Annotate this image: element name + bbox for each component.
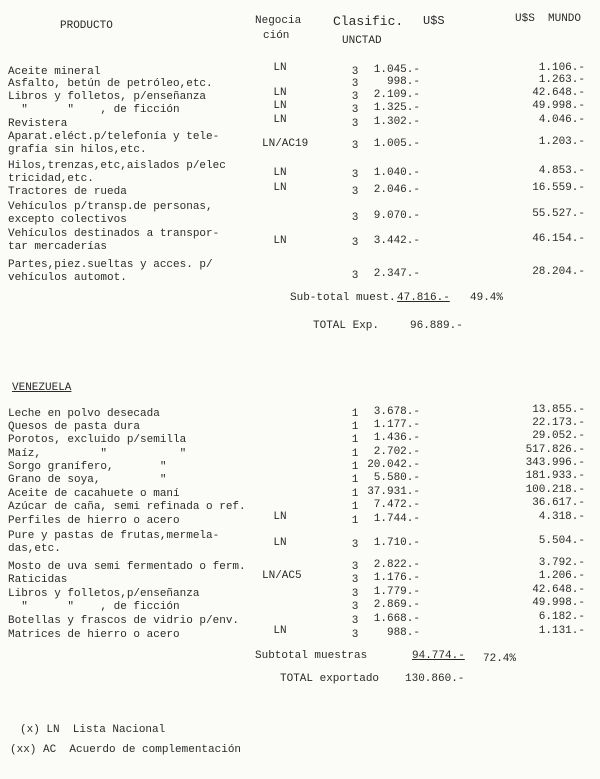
usd-value-cell: 1.177.- (373, 419, 420, 431)
usd-value-cell: 9.070.- (373, 210, 420, 222)
clasificacion-cell: 3 (351, 561, 359, 573)
clasificacion-cell: 3 (351, 78, 359, 90)
clasificacion-cell: 1 (351, 434, 359, 446)
usd-mundo-value-cell: 1.206.- (538, 570, 585, 582)
product-name-line: excepto colectivos (8, 214, 127, 226)
product-name-line: Vehículos destinados a transpor- (8, 228, 220, 240)
usd-value-cell: 1.744.- (373, 513, 420, 525)
usd-mundo-value-cell: 517.826.- (525, 444, 585, 456)
total-1-label: TOTAL Exp. (313, 320, 380, 332)
header-negociacion-2: ción (263, 30, 290, 42)
product-name-line: Porotos, excluido p/semilla (8, 434, 187, 446)
subtotal-1-value: 47.816.- (397, 292, 450, 304)
usd-value-cell: 1.710.- (373, 537, 420, 549)
usd-value-cell: 1.436.- (373, 432, 420, 444)
clasificacion-cell: 1 (351, 461, 359, 473)
product-name-line: Aceite de cacahuete o maní (8, 488, 180, 500)
subtotal-2-pct: 72.4% (483, 653, 517, 665)
header-usd: U$S (423, 14, 445, 28)
negociacion-cell: LN (273, 100, 287, 112)
product-name-line: Mosto de uva semi fermentado o ferm. (8, 561, 246, 573)
total-1-value: 96.889.- (410, 320, 463, 332)
product-name-line: " " , de ficción (8, 104, 180, 116)
usd-mundo-value-cell: 100.218.- (525, 484, 585, 496)
usd-value-cell: 1.040.- (373, 167, 420, 179)
product-name-line: Azúcar de caña, semi refinada o ref. (8, 501, 246, 513)
usd-mundo-value-cell: 3.792.- (538, 557, 585, 569)
product-name-line: Quesos de pasta dura (8, 421, 141, 433)
usd-value-cell: 2.046.- (373, 184, 420, 196)
usd-mundo-value-cell: 36.617.- (532, 497, 585, 509)
clasificacion-cell: 3 (351, 574, 359, 586)
clasificacion-cell: 1 (351, 515, 359, 527)
usd-mundo-value-cell: 42.648.- (532, 87, 585, 99)
negociacion-cell: LN (273, 235, 287, 247)
clasificacion-cell: 1 (351, 501, 359, 513)
usd-value-cell: 1.176.- (373, 572, 420, 584)
usd-value-cell: 2.822.- (373, 559, 420, 571)
subtotal-2-label: Subtotal muestras (255, 650, 368, 662)
product-name-line: vehículos automot. (8, 272, 127, 284)
clasificacion-cell: 1 (351, 474, 359, 486)
product-name-line: Vehículos p/transp.de personas, (8, 201, 213, 213)
clasificacion-cell: 3 (351, 104, 359, 116)
product-name-line: tricidad,etc. (8, 173, 94, 185)
usd-mundo-value-cell: 22.173.- (532, 417, 585, 429)
subtotal-1-pct: 49.4% (470, 292, 504, 304)
usd-value-cell: 5.580.- (373, 472, 420, 484)
clasificacion-cell: 3 (351, 66, 359, 78)
negociacion-cell: LN/AC19 (262, 138, 309, 150)
usd-mundo-value-cell: 55.527.- (532, 208, 585, 220)
total-2-label: TOTAL exportado (280, 673, 380, 685)
total-2-value: 130.860.- (405, 673, 465, 685)
usd-mundo-value-cell: 4.046.- (538, 114, 585, 126)
usd-mundo-value-cell: 1.203.- (538, 136, 585, 148)
subtotal-1-label: Sub-total muest. (290, 292, 396, 304)
subtotal-2-value: 94.774.- (412, 650, 465, 662)
usd-value-cell: 998.- (386, 76, 420, 88)
header-negociacion-1: Negocia (255, 15, 302, 27)
usd-mundo-value-cell: 1.263.- (538, 74, 585, 86)
product-name-line: Raticidas (8, 574, 68, 586)
clasificacion-cell: 3 (351, 169, 359, 181)
usd-mundo-value-cell: 28.204.- (532, 266, 585, 278)
product-name-line: Asfalto, betún de petróleo,etc. (8, 78, 213, 90)
section-2-title: VENEZUELA (12, 382, 72, 394)
product-name-line: grafía sin hilos,etc. (8, 144, 147, 156)
negociacion-cell: LN (273, 62, 287, 74)
clasificacion-cell: 3 (351, 588, 359, 600)
usd-value-cell: 2.109.- (373, 89, 420, 101)
footnote-2: (xx) AC Acuerdo de complementación (10, 744, 242, 756)
usd-value-cell: 1.045.- (373, 64, 420, 76)
clasificacion-cell: 3 (351, 140, 359, 152)
clasificacion-cell: 3 (351, 270, 359, 282)
product-name-line: Aparat.eléct.p/telefonía y tele- (8, 131, 220, 143)
usd-mundo-value-cell: 46.154.- (532, 233, 585, 245)
product-name-line: Grano de soya, " (8, 474, 167, 486)
usd-mundo-value-cell: 16.559.- (532, 182, 585, 194)
product-name-line: Perfiles de hierro o acero (8, 515, 180, 527)
product-name-line: das,etc. (8, 543, 61, 555)
product-name-line: tar mercaderías (8, 241, 108, 253)
header-producto: PRODUCTO (60, 20, 113, 32)
product-name-line: Libros y folletos, p/enseñanza (8, 91, 207, 103)
negociacion-cell: LN/AC5 (262, 570, 302, 582)
usd-mundo-value-cell: 1.131.- (538, 625, 585, 637)
usd-mundo-value-cell: 29.052.- (532, 430, 585, 442)
clasificacion-cell: 3 (351, 118, 359, 130)
clasificacion-cell: 3 (351, 212, 359, 224)
usd-value-cell: 37.931.- (367, 486, 420, 498)
clasificacion-cell: 3 (351, 186, 359, 198)
usd-mundo-value-cell: 6.182.- (538, 611, 585, 623)
footnote-1: (x) LN Lista Nacional (20, 724, 166, 736)
product-name-line: Botellas y frascos de vidrio p/env. (8, 615, 240, 627)
clasificacion-cell: 3 (351, 601, 359, 613)
product-name-line: Revistera (8, 118, 68, 130)
usd-value-cell: 1.005.- (373, 138, 420, 150)
clasificacion-cell: 3 (351, 539, 359, 551)
usd-value-cell: 1.302.- (373, 116, 420, 128)
usd-value-cell: 1.325.- (373, 102, 420, 114)
product-name-line: Sorgo granífero, " (8, 461, 167, 473)
product-name-line: Partes,piez.sueltas y acces. p/ (8, 259, 213, 271)
negociacion-cell: LN (273, 511, 287, 523)
product-name-line: Libros y folletos,p/enseñanza (8, 588, 200, 600)
clasificacion-cell: 3 (351, 629, 359, 641)
usd-value-cell: 7.472.- (373, 499, 420, 511)
header-clasif-2: UNCTAD (342, 35, 382, 47)
usd-value-cell: 2.347.- (373, 268, 420, 280)
clasificacion-cell: 1 (351, 448, 359, 460)
product-name-line: Matrices de hierro o acero (8, 629, 180, 641)
header-clasif-1: Clasific. (333, 14, 404, 29)
product-name-line: Leche en polvo desecada (8, 408, 160, 420)
product-name-line: " " , de ficción (8, 601, 180, 613)
usd-mundo-value-cell: 5.504.- (538, 535, 585, 547)
usd-value-cell: 988.- (386, 627, 420, 639)
clasificacion-cell: 1 (351, 421, 359, 433)
usd-mundo-value-cell: 42.648.- (532, 584, 585, 596)
usd-mundo-value-cell: 343.996.- (525, 457, 585, 469)
negociacion-cell: LN (273, 625, 287, 637)
negociacion-cell: LN (273, 167, 287, 179)
usd-value-cell: 1.668.- (373, 613, 420, 625)
usd-mundo-value-cell: 4.318.- (538, 511, 585, 523)
usd-value-cell: 3.442.- (373, 235, 420, 247)
negociacion-cell: LN (273, 537, 287, 549)
negociacion-cell: LN (273, 87, 287, 99)
usd-mundo-value-cell: 49.998.- (532, 100, 585, 112)
usd-value-cell: 20.042.- (367, 459, 420, 471)
negociacion-cell: LN (273, 114, 287, 126)
usd-mundo-value-cell: 13.855.- (532, 404, 585, 416)
usd-value-cell: 2.702.- (373, 446, 420, 458)
usd-mundo-value-cell: 4.853.- (538, 165, 585, 177)
usd-mundo-value-cell: 1.106.- (538, 62, 585, 74)
header-usd-mundo: U$S MUNDO (515, 13, 582, 25)
usd-value-cell: 1.779.- (373, 586, 420, 598)
product-name-line: Hilos,trenzas,etc,aislados p/elec (8, 160, 226, 172)
product-name-line: Maíz, " " (8, 448, 187, 460)
usd-mundo-value-cell: 181.933.- (525, 470, 585, 482)
negociacion-cell: LN (273, 182, 287, 194)
product-name-line: Tractores de rueda (8, 186, 127, 198)
product-name-line: Aceite mineral (8, 66, 101, 78)
usd-mundo-value-cell: 49.998.- (532, 597, 585, 609)
clasificacion-cell: 3 (351, 91, 359, 103)
clasificacion-cell: 3 (351, 615, 359, 627)
clasificacion-cell: 1 (351, 488, 359, 500)
usd-value-cell: 3.678.- (373, 406, 420, 418)
usd-value-cell: 2.869.- (373, 599, 420, 611)
product-name-line: Pure y pastas de frutas,mermela- (8, 530, 220, 542)
clasificacion-cell: 3 (351, 237, 359, 249)
clasificacion-cell: 1 (351, 408, 359, 420)
